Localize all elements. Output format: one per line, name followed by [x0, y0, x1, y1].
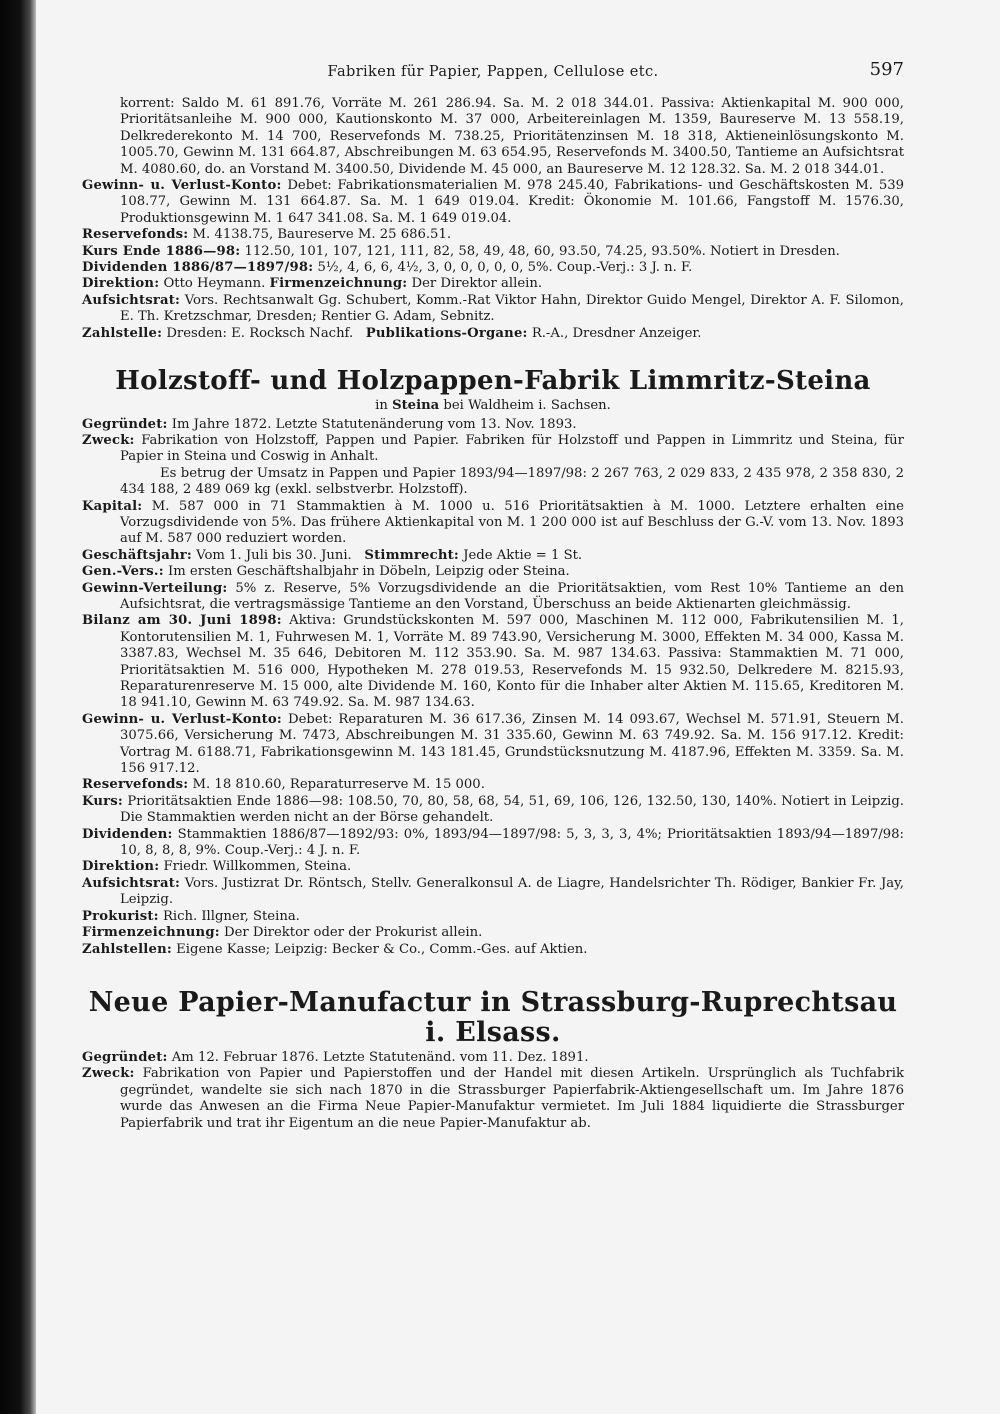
signature-label: Firmenzeichnung: [82, 925, 220, 941]
general-meeting-entry [82, 564, 904, 580]
running-title: Fabriken für Papier, Pappen, Cellulose etc. [327, 64, 659, 80]
price-entry [82, 794, 904, 827]
fiscal-year-text: Vom 1. Juli bis 30. Juni. [196, 547, 352, 563]
board-text: Vors. Justizrat Dr. Röntsch, Stellv. Generalkonsul A. de Liagre, Handelsrichter Th. Rödiger, Bankier Fr. Jay, Leipzig. [120, 875, 904, 908]
price-text: Prioritätsaktien Ende 1886—98: 108.50, 70, 80, 58, 68, 54, 51, 69, 106, 126, 132.50, 130, 140%. Notiert in Leipzig. Die Stammaktien werden nicht an der Börse gehandelt. [120, 793, 904, 826]
cont-direction-text: Otto Heymann. [163, 276, 266, 292]
capital-text: M. 587 000 in 71 Stammaktien à M. 1000 u. 516 Prioritätsaktien à M. 1000. Letztere erhalten eine Vorzugsdividende von 5%. Das frühere Aktienkapital von M. 1 200 000 ist auf Beschluss der G.-V. vom 13. Nov. 1893 auf M. 587 000 reduziert worden. [120, 498, 904, 547]
founded-text: Im Jahre 1872. Letzte Statutenänderung vom 13. Nov. 1893. [171, 416, 577, 432]
cont-dividend-text: 5½, 4, 6, 6, 4½, 3, 0, 0, 0, 0, 0, 5%. Coup.-Verj.: 3 J. n. F. [317, 260, 693, 276]
reserve-label: Reservefonds: [82, 777, 189, 793]
voting-label: Stimmrecht: [364, 547, 459, 563]
management-entry [82, 859, 904, 875]
cont-kurs-label: Kurs Ende 1886—98: [82, 243, 241, 259]
book-page [82, 59, 905, 1132]
profit-distribution-entry [82, 581, 904, 614]
c2-founded-text: Am 12. Februar 1876. Letzte Statutenänd. vom 11. Dez. 1891. [171, 1049, 589, 1065]
loc-pre: in [375, 398, 388, 414]
fiscal-year-label: Geschäftsjahr: [82, 547, 192, 563]
cont-firm-label: Firmenzeichnung: [269, 276, 408, 292]
cont-guv-label: Gewinn- u. Verlust-Konto: [82, 178, 282, 194]
reserve-text: M. 18 810.60, Reparaturreserve M. 15 000. [192, 777, 485, 793]
cont-paying-entry [82, 326, 904, 342]
dividends-text: Stammaktien 1886/87—1892/93: 0%, 1893/94—1897/98: 5, 3, 3, 3, 4%; Prioritätsaktien 1893/94—1897/98: 10, 8, 8, 8, 9%. Coup.-Verj.: 4 J. n. F. [120, 826, 905, 859]
company-title-strassburg: Neue Papier-Manufactur in Strassburg-Ruprechtsau i. Elsass. [88, 986, 898, 1048]
cont-firm-text: Der Direktor allein. [411, 276, 543, 292]
cont-guv-text: Debet: Fabrikationsmaterialien M. 978 245.40, Fabrikations- und Geschäftskosten M. 539 108.77, Gewinn M. 131 664.87. Sa. M. 1 649 019.04. Kredit: Ökonomie M. 101.66, Fangstoff M. 1576.30, Produktionsgewinn M. 1 647 341.08. Sa. M. 1 649 019.04. [120, 178, 904, 226]
cont-direction-label: Direktion: [82, 276, 160, 292]
paying-agents-entry [82, 942, 904, 958]
general-meeting-text: Im ersten Geschäftshalbjahr in Döbeln, Leipzig oder Steina. [168, 564, 570, 580]
cont-dividend-entry [82, 260, 904, 276]
management-text: Friedr. Willkommen, Steina. [163, 859, 352, 875]
c2-founded-label: Gegründet: [82, 1049, 168, 1065]
cont-publ-label: Publikations-Organe: [365, 325, 528, 341]
page-number: 597 [869, 59, 904, 80]
signature-text: Der Direktor oder der Prokurist allein. [224, 925, 483, 941]
purpose-label: Zweck: [82, 432, 135, 448]
c2-purpose-label: Zweck: [82, 1066, 135, 1082]
c2-purpose-text: Fabrikation von Papier und Papierstoffen und der Handel mit diesen Artikeln. Ursprünglich als Tuchfabrik gegründet, wandelte sie sich nach 1870 in die Strassburger Papierfabrik-Aktiengesellschaft um. Im Jahre 1876 wurde das Anwesen an die Firma Neue Papier-Manufaktur vermietet. Im Juli 1884 liquidierte die Strassburger Papierfabrik und trat ihr Eigentum an die neue Papier-Manufaktur ab. [120, 1066, 904, 1131]
cont-reserve-entry [82, 227, 904, 243]
pnl-label: Gewinn- u. Verlust-Konto: [82, 711, 282, 727]
cont-kurs-text: 112.50, 101, 107, 121, 111, 82, 58, 49, 48, 60, 93.50, 74.25, 93.50%. Notiert in Dresden. [244, 243, 840, 259]
continued-balance-text: korrent: Saldo M. 61 891.76, Vorräte M. 261 286.94. Sa. M. 2 018 344.01. Passiva: Aktienkapital M. 900 000, Prioritätsanleihe M. 900 000, Kautionskonto M. 37 000, Arbeitereinlagen M. 1359, Baureserve M. 13 558.19, Delkrederekonto M. 14 700, Reservefonds M. 738.25, Prioritätenzinsen M. 18 318, Aktieneinlösungskonto M. 1005.70, Gewinn M. 131 664.87, Abschreibungen M. 63 654.95, Reservefonds M. 3400.50, Tantieme an Aufsichtsrat M. 4080.60, do. an Vorstand M. 3400.50, Dividende M. 45 000, an Baureserve M. 12 128.32. Sa. M. 2 018 344.01. [120, 96, 904, 177]
loc-post: bei Waldheim i. Sachsen. [443, 398, 611, 414]
c2-purpose-entry [82, 1066, 904, 1132]
running-head [82, 59, 904, 88]
proxy-text: Rich. Illgner, Steina. [162, 908, 300, 924]
management-label: Direktion: [82, 859, 160, 875]
turnover-text: Es betrug der Umsatz in Pappen und Papier 1893/94—1897/98: 2 267 763, 2 029 833, 2 435 978, 2 358 830, 2 434 188, 2 489 069 kg (exkl. selbstverbr. Holzstoff). [120, 465, 904, 498]
founded-entry [82, 417, 904, 433]
cont-paying-text: Dresden: E. Rocksch Nachf. [166, 325, 354, 341]
purpose-entry [82, 433, 904, 466]
company-title-limmritz: Holzstoff- und Holzpappen-Fabrik Limmritz-Steina [115, 366, 871, 397]
cont-board-text: Vors. Rechtsanwalt Gg. Schubert, Komm.-Rat Viktor Hahn, Direktor Guido Mengel, Direktor A. F. Silomon, E. Th. Kretzschmar, Dresden; Rentier G. Adam, Sebnitz. [120, 292, 904, 325]
voting-text: Jede Aktie = 1 St. [463, 547, 583, 563]
pnl-entry [82, 712, 904, 778]
dividends-label: Dividenden: [82, 826, 173, 842]
cont-publ-text: R.-A., Dresdner Anzeiger. [531, 325, 702, 341]
cont-reserve-text: M. 4138.75, Baureserve M. 25 686.51. [192, 227, 452, 243]
proxy-label: Prokurist: [82, 908, 159, 924]
loc-town: Steina [392, 398, 440, 414]
profit-distribution-text: 5% z. Reserve, 5% Vorzugsdividende an die Prioritätsaktien, vom Rest 10% Tantieme an den Aufsichtsrat, die vertragsmässige Tantieme an den Vorstand, Überschuss an beide Aktienarten gleichmässig. [120, 580, 904, 612]
price-label: Kurs: [82, 793, 124, 809]
proxy-entry [82, 909, 904, 925]
signature-entry [82, 925, 904, 941]
capital-entry [82, 499, 904, 548]
cont-direction-entry [82, 276, 904, 292]
purpose-text: Fabrikation von Holzstoff, Pappen und Papier. Fabriken für Holzstoff und Pappen in Limmritz und Steina, für Papier in Steina und Coswig in Anhalt. [120, 432, 904, 465]
paying-agents-text: Eigene Kasse; Leipzig: Becker & Co., Comm.-Ges. auf Aktien. [176, 941, 588, 957]
cont-dividend-label: Dividenden 1886/87—1897/98: [82, 260, 314, 276]
pnl-text: Debet: Reparaturen M. 36 617.36, Zinsen M. 14 093.67, Wechsel M. 571.91, Steuern M. 3075.66, Versicherung M. 7473, Abschreibungen M. 31 335.60, Gewinn M. 63 749.92. Sa. M. 156 917.12. Kredit: Vortrag M. 6188.71, Fabrikationsgewinn M. 143 181.45, Grundstücksnutzung M. 4187.96, Effekten M. 3359. Sa. M. 156 917.12. [120, 711, 904, 777]
reserve-entry [82, 777, 904, 793]
c2-founded-entry [82, 1050, 904, 1066]
founded-label: Gegründet: [82, 416, 168, 432]
board-entry [82, 876, 904, 909]
profit-distribution-label: Gewinn-Verteilung: [82, 580, 228, 596]
cont-paying-label: Zahlstelle: [82, 325, 163, 341]
company-location [82, 398, 904, 414]
fiscal-year-entry [82, 548, 904, 564]
balance-text: Aktiva: Grundstückskonten M. 597 000, Maschinen M. 112 000, Fabrikutensilien M. 1, Kontorutensilien M. 1, Fuhrwesen M. 1, Vorräte M. 89 743.90, Versicherung M. 3000, Effekten M. 34 000, Kassa M. 3387.83, Wechsel M. 35 646, Debitoren M. 112 353.90. Sa. M. 987 134.63. Passiva: Stammaktien M. 71 000, Prioritätsaktien M. 516 000, Hypotheken M. 278 019.53, Reservefonds M. 15 932.50, Delkredere M. 8215.93, Reparaturenreserve M. 15 000, alte Dividende M. 160, Konto für die Inhaber alter Aktien M. 115.65, Kreditoren M. 18 941.10, Gewinn M. 63 749.92. Sa. M. 987 134.63. [120, 613, 904, 711]
cont-reserve-label: Reservefonds: [82, 227, 189, 243]
balance-label: Bilanz am 30. Juni 1898: [82, 613, 282, 629]
cont-guv-entry [82, 178, 904, 227]
balance-entry [82, 613, 904, 711]
general-meeting-label: Gen.-Vers.: [82, 564, 164, 580]
cont-board-label: Aufsichtsrat: [82, 292, 181, 308]
paying-agents-label: Zahlstellen: [82, 941, 172, 957]
capital-label: Kapital: [82, 498, 143, 514]
dividends-entry [82, 827, 904, 860]
book-binding-edge [0, 0, 36, 1414]
continued-balance [82, 96, 904, 178]
board-label: Aufsichtsrat: [82, 875, 181, 891]
cont-board-entry [82, 293, 904, 326]
cont-kurs-entry [82, 244, 904, 260]
